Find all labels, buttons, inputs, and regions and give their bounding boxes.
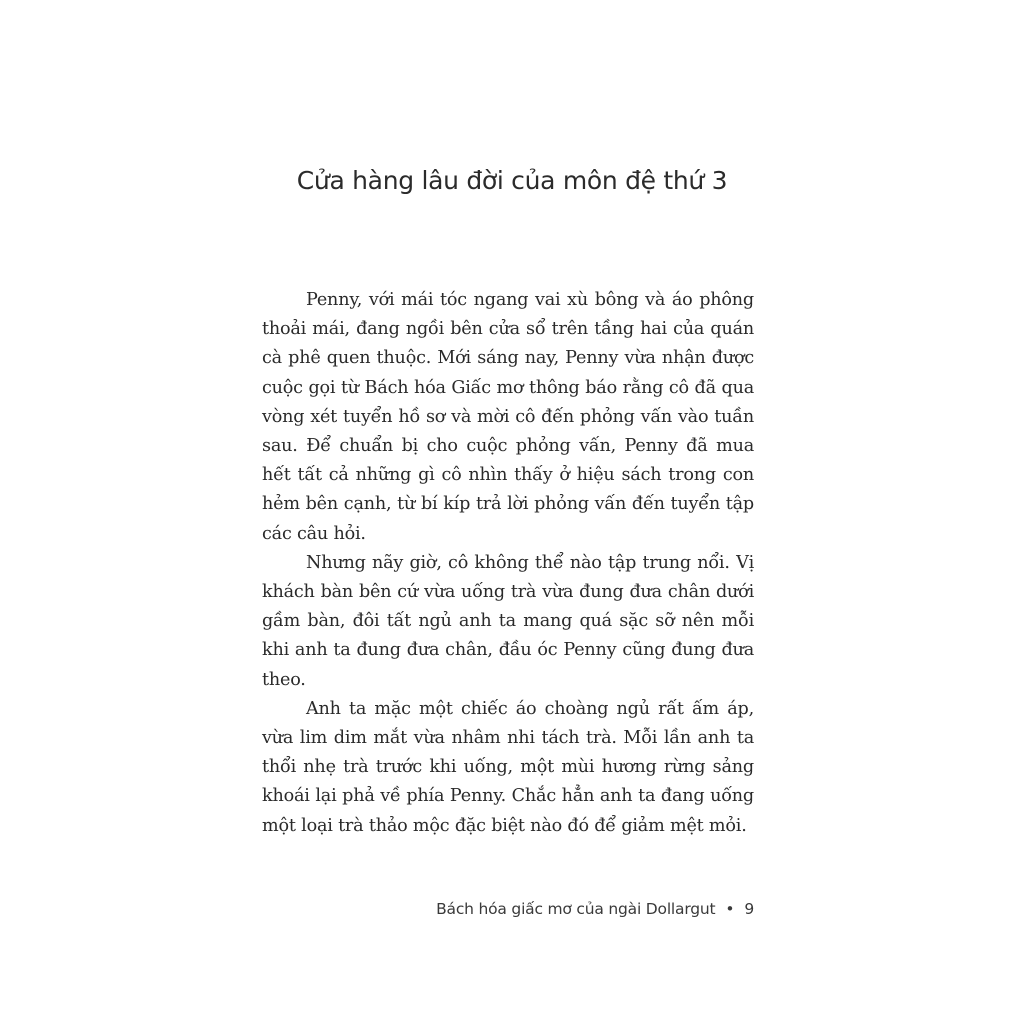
paragraph-2: Nhưng nãy giờ, cô không thể nào tập trung nổi. Vị khách bàn bên cứ vừa uống trà vừa đung đưa chân dưới gầm bàn, đôi tất ngủ anh ta mang quá sặc sỡ nên mỗi khi anh ta đung đưa chân, đầu óc Penny cũng đung đưa theo. xyxy=(262,552,754,690)
chapter-title: Cửa hàng lâu đời của môn đệ thứ 3 xyxy=(296,166,728,195)
page-number: 9 xyxy=(744,900,754,918)
paragraph-3: Anh ta mặc một chiếc áo choàng ngủ rất ấm áp, vừa lim dim mắt vừa nhâm nhi tách trà. Mỗi lần anh ta thổi nhẹ trà trước khi uống, một mùi hương rừng sảng khoái lại phả về phía Penny. Chắc hẳn anh ta đang uống một loại trà thảo mộc đặc biệt nào đó để giảm mệt mỏi. xyxy=(262,698,754,836)
body-text xyxy=(262,286,754,841)
page-footer xyxy=(436,900,754,918)
paragraph-1: Penny, với mái tóc ngang vai xù bông và áo phông thoải mái, đang ngồi bên cửa sổ trên tầng hai của quán cà phê quen thuộc. Mới sáng nay, Penny vừa nhận được cuộc gọi từ Bách hóa Giấc mơ thông báo rằng cô đã qua vòng xét tuyển hồ sơ và mời cô đến phỏng vấn vào tuần sau. Để chuẩn bị cho cuộc phỏng vấn, Penny đã mua hết tất cả những gì cô nhìn thấy ở hiệu sách trong con hẻm bên cạnh, từ bí kíp trả lời phỏng vấn đến tuyển tập các câu hỏi. xyxy=(262,290,754,544)
footer-separator: • xyxy=(725,900,735,918)
running-book-title: Bách hóa giấc mơ của ngài Dollargut xyxy=(436,900,716,918)
